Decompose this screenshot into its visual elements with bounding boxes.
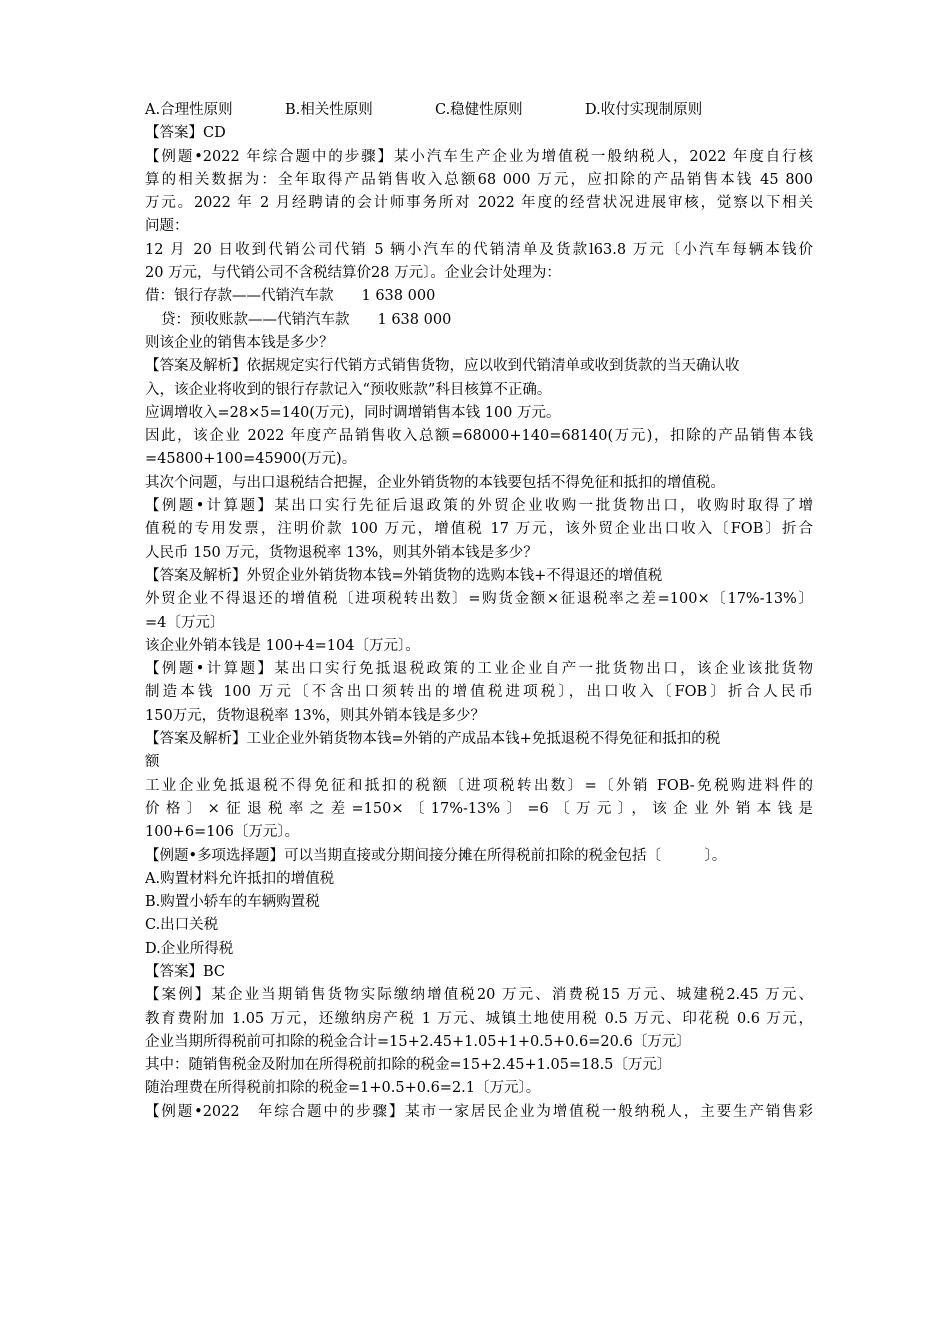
- text-line: 【例题•计算题】某出口实行先征后退政策的外贸企业收购一批货物出口，收购时取得了增: [145, 498, 813, 515]
- text-line: 则该企业的销售本钱是多少？: [145, 334, 334, 351]
- text-line: 企业当期所得税前可扣除的税金合计=15+2.45+1.05+1+0.5+0.6=20.6〔万元〕: [145, 1033, 691, 1050]
- text-line: 人民币 150 万元，货物退税率 13%，则其外销本钱是多少？: [145, 544, 538, 561]
- journal-entry: [145, 285, 813, 308]
- text-line: 额: [145, 754, 160, 771]
- text-line: 12 月 20 日收到代销公司代销 5 辆小汽车的代销清单及货款l63.8 万元〔小汽车每辆本钱价: [145, 241, 813, 258]
- text-line: 其次个问题，与出口退税结合把握，企业外销货物的本钱要包括不得免征和抵扣的增值税。: [145, 474, 725, 491]
- text-line: 价格〕×征退税率之差=150×〔17%-13%〕=6〔万元〕，该企业外销本钱是: [145, 800, 813, 817]
- text-line: 随治理费在所得税前扣除的税金=1+0.5+0.6=2.1〔万元〕。: [145, 1080, 541, 1097]
- text-line: 【答案】CD: [145, 125, 226, 142]
- text-line: 算的相关数据为：全年取得产品销售收入总额68 000 万元，应扣除的产品销售本钱 45 800: [145, 171, 813, 188]
- text-line: 【案例】某企业当期销售货物实际缴纳增值税20 万元、消费税15 万元、城建税2.45 万元、: [145, 987, 813, 1004]
- text-line: 【例题•2022 年综合题中的步骤】某市一家居民企业为增值税一般纳税人，主要生产销售彩: [145, 1103, 813, 1120]
- option-row: [145, 99, 813, 122]
- text-line: 【答案】BC: [145, 963, 226, 980]
- text-line: 【答案及解析】工业企业外销货物本钱=外销的产成品本钱+免抵退税不得免征和抵扣的税: [145, 731, 721, 748]
- text-line: =45800+100=45900(万元)。: [145, 451, 357, 468]
- option-d: D.收付实现制原则: [585, 102, 703, 118]
- text-line: 【答案及解析】依据规定实行代销方式销售货物，应以收到代销清单或收到货款的当天确认收: [145, 358, 740, 375]
- entry-amount: 1 638 000: [361, 288, 436, 305]
- text-line: 工业企业免抵退税不得免征和抵扣的税额〔进项税转出数〕=〔外销 FOB-免税购进料件的: [145, 777, 813, 794]
- text-line: 【答案及解析】外贸企业外销货物本钱=外销货物的选购本钱+不得退还的增值税: [145, 567, 663, 584]
- entry-account: 贷：预收账款——代销汽车款: [161, 311, 350, 328]
- document-body: [145, 99, 813, 1124]
- text-line: 入，该企业将收到的银行存款记入“预收账款”科目核算不正确。: [145, 381, 552, 398]
- text-line: 万元。2022 年 2 月经聘请的会计师事务所对 2022 年度的经营状况进展审核，觉察以下相关: [145, 195, 813, 212]
- option-c: C.稳健性原则: [435, 102, 523, 118]
- text-line: 值税的专用发票，注明价款 100 万元，增值税 17 万元，该外贸企业出口收入〔FOB〕折合: [145, 521, 813, 538]
- text-line: =4〔万元〕: [145, 614, 225, 631]
- text-line: 20 万元，与代销公司不含税结算价28 万元〕。企业会计处理为：: [145, 265, 561, 282]
- entry-account: 借：银行存款——代销汽车款: [145, 288, 334, 305]
- option-a: A.合理性原则: [145, 102, 233, 118]
- text-line: B.购置小轿车的车辆购置税: [145, 894, 320, 911]
- text-line: 应调增收入=28×5=140(万元)，同时调增销售本钱 100 万元。: [145, 404, 561, 421]
- text-line: 制造本钱 100 万元〔不含出口须转出的增值税进项税〕，出口收入〔FOB〕折合人民币: [145, 684, 813, 701]
- entry-amount: 1 638 000: [377, 311, 452, 328]
- text-line: D.企业所得税: [145, 940, 234, 957]
- text-line: 因此，该企业 2022 年度产品销售收入总额=68000+140=68140(万元)，扣除的产品销售本钱: [145, 428, 813, 445]
- text-line: A.购置材料允许抵扣的增值税: [145, 870, 335, 887]
- text-line: 【例题•多项选择题】可以当期直接或分期间接分摊在所得税前扣除的税金包括〔 〕。: [145, 847, 727, 864]
- text-line: 【例题•2022 年综合题中的步骤】某小汽车生产企业为增值税一般纳税人，2022 年度自行核: [145, 148, 813, 165]
- text-line: 问题：: [145, 218, 189, 235]
- text-line: 外贸企业不得退还的增值税〔进项税转出数〕=购货金额×征退税率之差=100×〔17%-13%〕: [145, 591, 813, 608]
- text-line: 【例题•计算题】某出口实行免抵退税政策的工业企业自产一批货物出口，该企业该批货物: [145, 661, 813, 678]
- text-line: 该企业外销本钱是 100+4=104〔万元〕。: [145, 637, 420, 654]
- option-b: B.相关性原则: [285, 102, 373, 118]
- text-line: 教育费附加 1.05 万元，还缴纳房产税 1 万元、城镇土地使用税 0.5 万元、印花税 0.6 万元，: [145, 1010, 813, 1027]
- journal-entry: [145, 309, 813, 332]
- text-line: 100+6=106〔万元〕。: [145, 824, 300, 841]
- text-line: 其中：随销售税金及附加在所得税前扣除的税金=15+2.45+1.05=18.5〔万元〕: [145, 1057, 672, 1074]
- text-line: C.出口关税: [145, 917, 219, 934]
- text-line: 150万元，货物退税率 13%，则其外销本钱是多少？: [145, 707, 486, 724]
